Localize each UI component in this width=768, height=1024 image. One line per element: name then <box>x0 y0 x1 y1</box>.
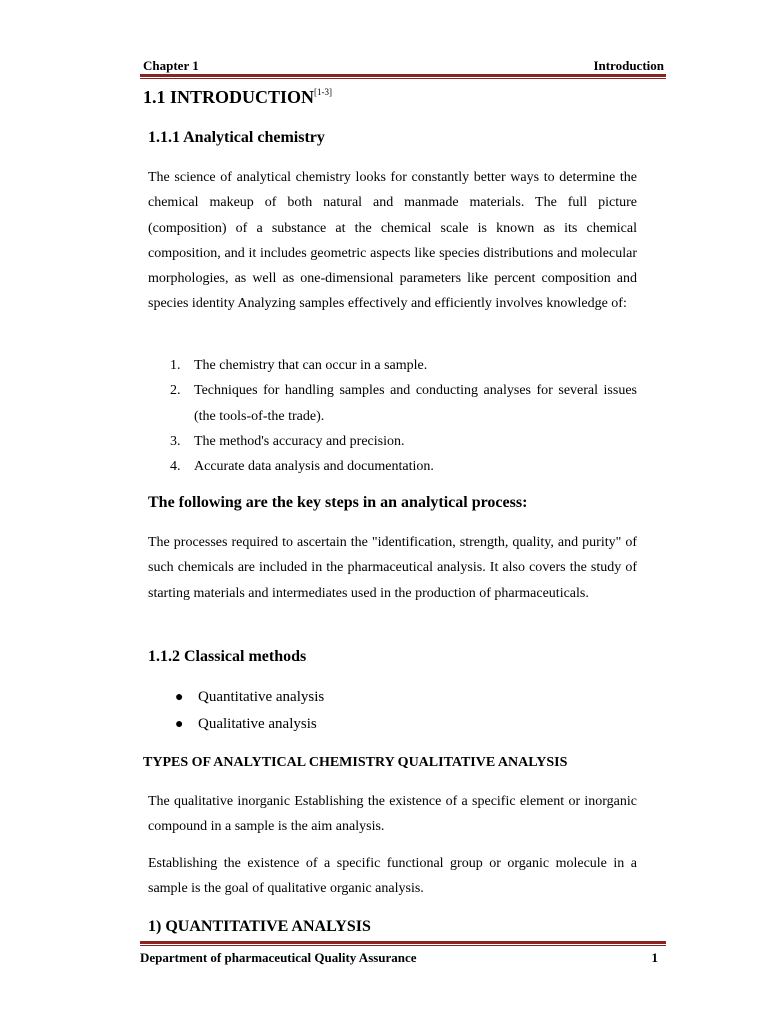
bullet-item <box>148 684 324 711</box>
page-title-text: 1.1 INTRODUCTION <box>143 87 315 107</box>
heading-classical-methods: 1.1.2 Classical methods <box>148 648 307 665</box>
list-number: 2. <box>170 383 181 399</box>
bullet-icon: ● <box>175 717 184 732</box>
footer-rule-thin <box>140 945 666 946</box>
list-item <box>148 429 637 454</box>
list-item <box>148 353 637 378</box>
heading-types-qualitative: TYPES OF ANALYTICAL CHEMISTRY QUALITATIVE ANALYSIS <box>143 755 568 770</box>
list-item <box>148 378 637 429</box>
bullet-item <box>148 711 324 738</box>
paragraph-qualitative-organic: Establishing the existence of a specific functional group or organic molecule in a sample is the goal of qualitative organic analysis. <box>148 856 637 897</box>
title-reference: [1-3] <box>314 87 333 97</box>
bullet-text: Qualitative analysis <box>198 716 317 732</box>
header-rule-thick <box>140 74 666 77</box>
knowledge-list <box>148 353 637 479</box>
heading-quantitative-analysis: 1) QUANTITATIVE ANALYSIS <box>148 918 371 935</box>
list-text: Techniques for handling samples and conducting analyses for several issues (the tools-of-the trade). <box>194 383 637 424</box>
list-number: 3. <box>170 433 181 449</box>
page-number: 1 <box>651 950 658 965</box>
footer-department: Department of pharmaceutical Quality Assurance <box>140 950 417 965</box>
paragraph-analytical-chemistry: The science of analytical chemistry looks for constantly better ways to determine the chemical makeup of both natural and manmade materials. The full picture (composition) of a substance at the chemical scale is known as its chemical composition, and it includes geometric aspects like species distributions and molecular morphologies, as well as one-dimensional parameters like percent composition and species identity Analyzing samples effectively and efficiently involves knowledge of: <box>148 170 637 312</box>
header-rule-thin <box>140 78 666 79</box>
bullet-icon: ● <box>175 690 184 705</box>
header-section: Introduction <box>593 58 664 73</box>
list-number: 4. <box>170 459 181 475</box>
page-title <box>143 87 332 108</box>
paragraph-key-steps: The processes required to ascertain the "identification, strength, quality, and purity" of such chemicals are included in the pharmaceutical analysis. It also covers the study of starting materials and intermediates used in the production of pharmaceuticals. <box>148 535 637 601</box>
list-text: The chemistry that can occur in a sample. <box>194 358 428 373</box>
header-chapter: Chapter 1 <box>143 58 199 73</box>
page-footer <box>140 950 658 966</box>
list-text: The method's accuracy and precision. <box>194 433 405 449</box>
footer-rule-thick <box>140 941 666 944</box>
bullet-text: Quantitative analysis <box>198 689 325 705</box>
paragraph-qualitative-inorganic: The qualitative inorganic Establishing the existence of a specific element or inorganic compound in a sample is the aim analysis. <box>148 794 637 835</box>
heading-analytical-chemistry: 1.1.1 Analytical chemistry <box>148 129 325 146</box>
heading-key-steps: The following are the key steps in an analytical process: <box>148 494 528 511</box>
list-item <box>148 454 637 479</box>
page-header <box>143 58 664 74</box>
list-text: Accurate data analysis and documentation. <box>194 459 434 475</box>
list-number: 1. <box>170 358 181 373</box>
classical-methods-list <box>148 684 324 738</box>
